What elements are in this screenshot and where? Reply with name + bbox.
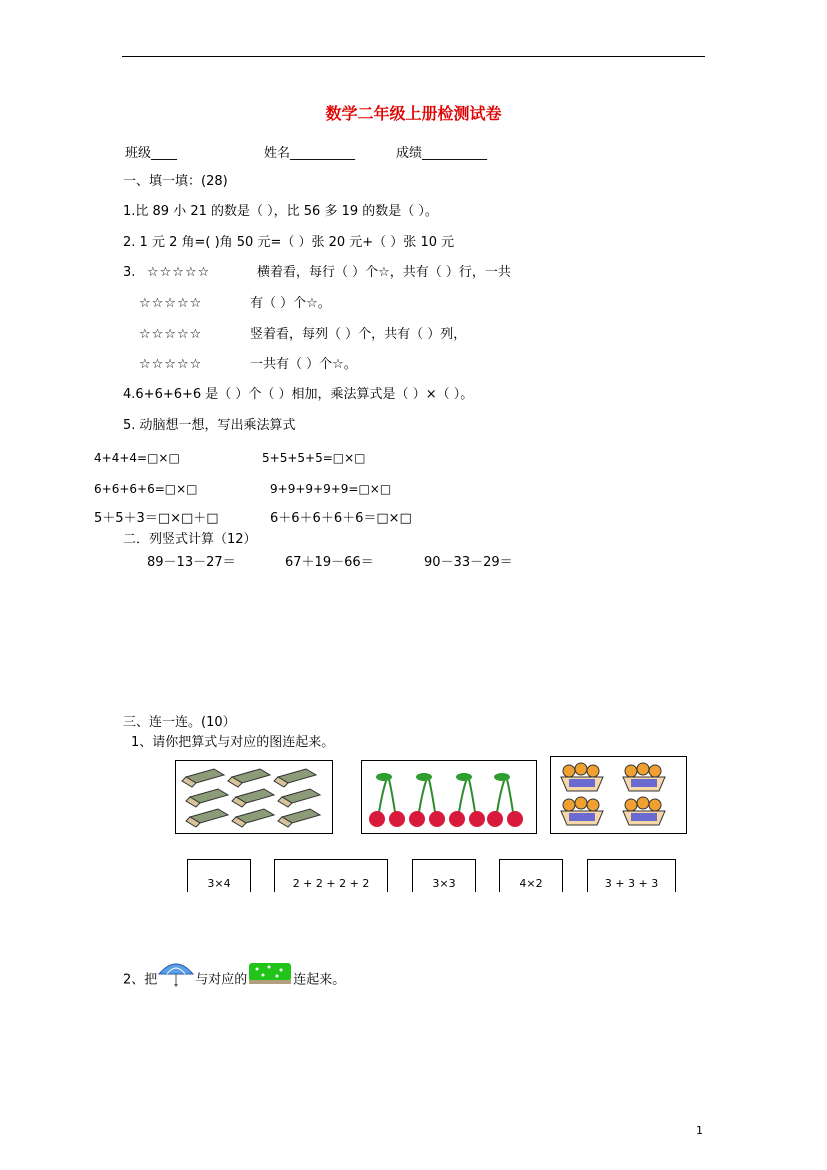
question-5: 5. 动脑想一想，写出乘法算式 (123, 418, 296, 433)
question-1: 1.比 89 小 21 的数是（ ），比 56 多 19 的数是（ ）。 (123, 204, 438, 219)
question-3-line-3: 竖着看，每列（ ）个，共有（ ）列， (250, 327, 467, 342)
question-4: 4.6+6+6+6 是（ ）个（ ）相加，乘法算式是（ ）×（ ）。 (123, 387, 474, 402)
answer-box[interactable]: 2 + 2 + 2 + 2 (274, 859, 388, 892)
class-field-label: 班级____ (125, 146, 178, 161)
equation-item: 6+6+6+6=□×□ (94, 482, 198, 496)
section2-heading: 二．列竖式计算（12） (123, 532, 257, 547)
answer-box[interactable]: 4×2 (499, 859, 563, 892)
question-3-number: 3. (123, 265, 136, 280)
top-rule (122, 56, 705, 57)
star-row-3: ☆☆☆☆☆ (139, 327, 203, 342)
question-3-line-4: 一共有（ ）个☆。 (250, 357, 357, 372)
vertical-calc-item: 89－13－27＝ (147, 555, 236, 570)
flower-baskets-picture (550, 756, 687, 834)
vertical-calc-item: 90－33－29＝ (424, 555, 513, 570)
question-2: 2. 1 元 2 角=( )角 50 元=（ ）张 20 元+（ ）张 10 元 (123, 235, 455, 250)
equation-item: 5+5+5+5=□×□ (262, 451, 366, 465)
name-field-label: 姓名__________ (264, 146, 356, 161)
score-field-label: 成绩__________ (396, 146, 488, 161)
section3-heading: 三、连一连。(10） (123, 715, 236, 730)
umbrella-icon (157, 958, 195, 1002)
star-row-4: ☆☆☆☆☆ (139, 357, 203, 372)
cherries-picture (361, 760, 537, 834)
section3-question-1: 1、请你把算式与对应的图连起来。 (131, 735, 335, 750)
grass-patch-icon (247, 960, 293, 1000)
vertical-calc-item: 67＋19－66＝ (285, 555, 374, 570)
question-3-line-2: 有（ ）个☆。 (250, 296, 331, 311)
equation-item: 9+9+9+9+9=□×□ (270, 482, 392, 496)
question-3-line-1: 横着看，每行（ ）个☆，共有（ ）行，一共 (257, 265, 511, 280)
pencils-picture (175, 760, 333, 834)
equation-item: 4+4+4=□×□ (94, 451, 180, 465)
page-number: 1 (696, 1124, 703, 1137)
star-row-2: ☆☆☆☆☆ (139, 296, 203, 311)
star-row-1: ☆☆☆☆☆ (147, 265, 211, 280)
answer-box[interactable]: 3 + 3 + 3 (587, 859, 676, 892)
equation-item: 6＋6＋6＋6＋6＝□×□ (270, 511, 412, 526)
section3-question-2: 2、把 与对应的 连起来。 (123, 958, 345, 992)
answer-box[interactable]: 3×3 (412, 859, 476, 892)
section1-heading: 一、填一填：(28) (123, 174, 228, 189)
page-title: 数学二年级上册检测试卷 (325, 104, 502, 123)
equation-item: 5＋5＋3＝□×□＋□ (94, 511, 219, 526)
answer-box[interactable]: 3×4 (187, 859, 251, 892)
